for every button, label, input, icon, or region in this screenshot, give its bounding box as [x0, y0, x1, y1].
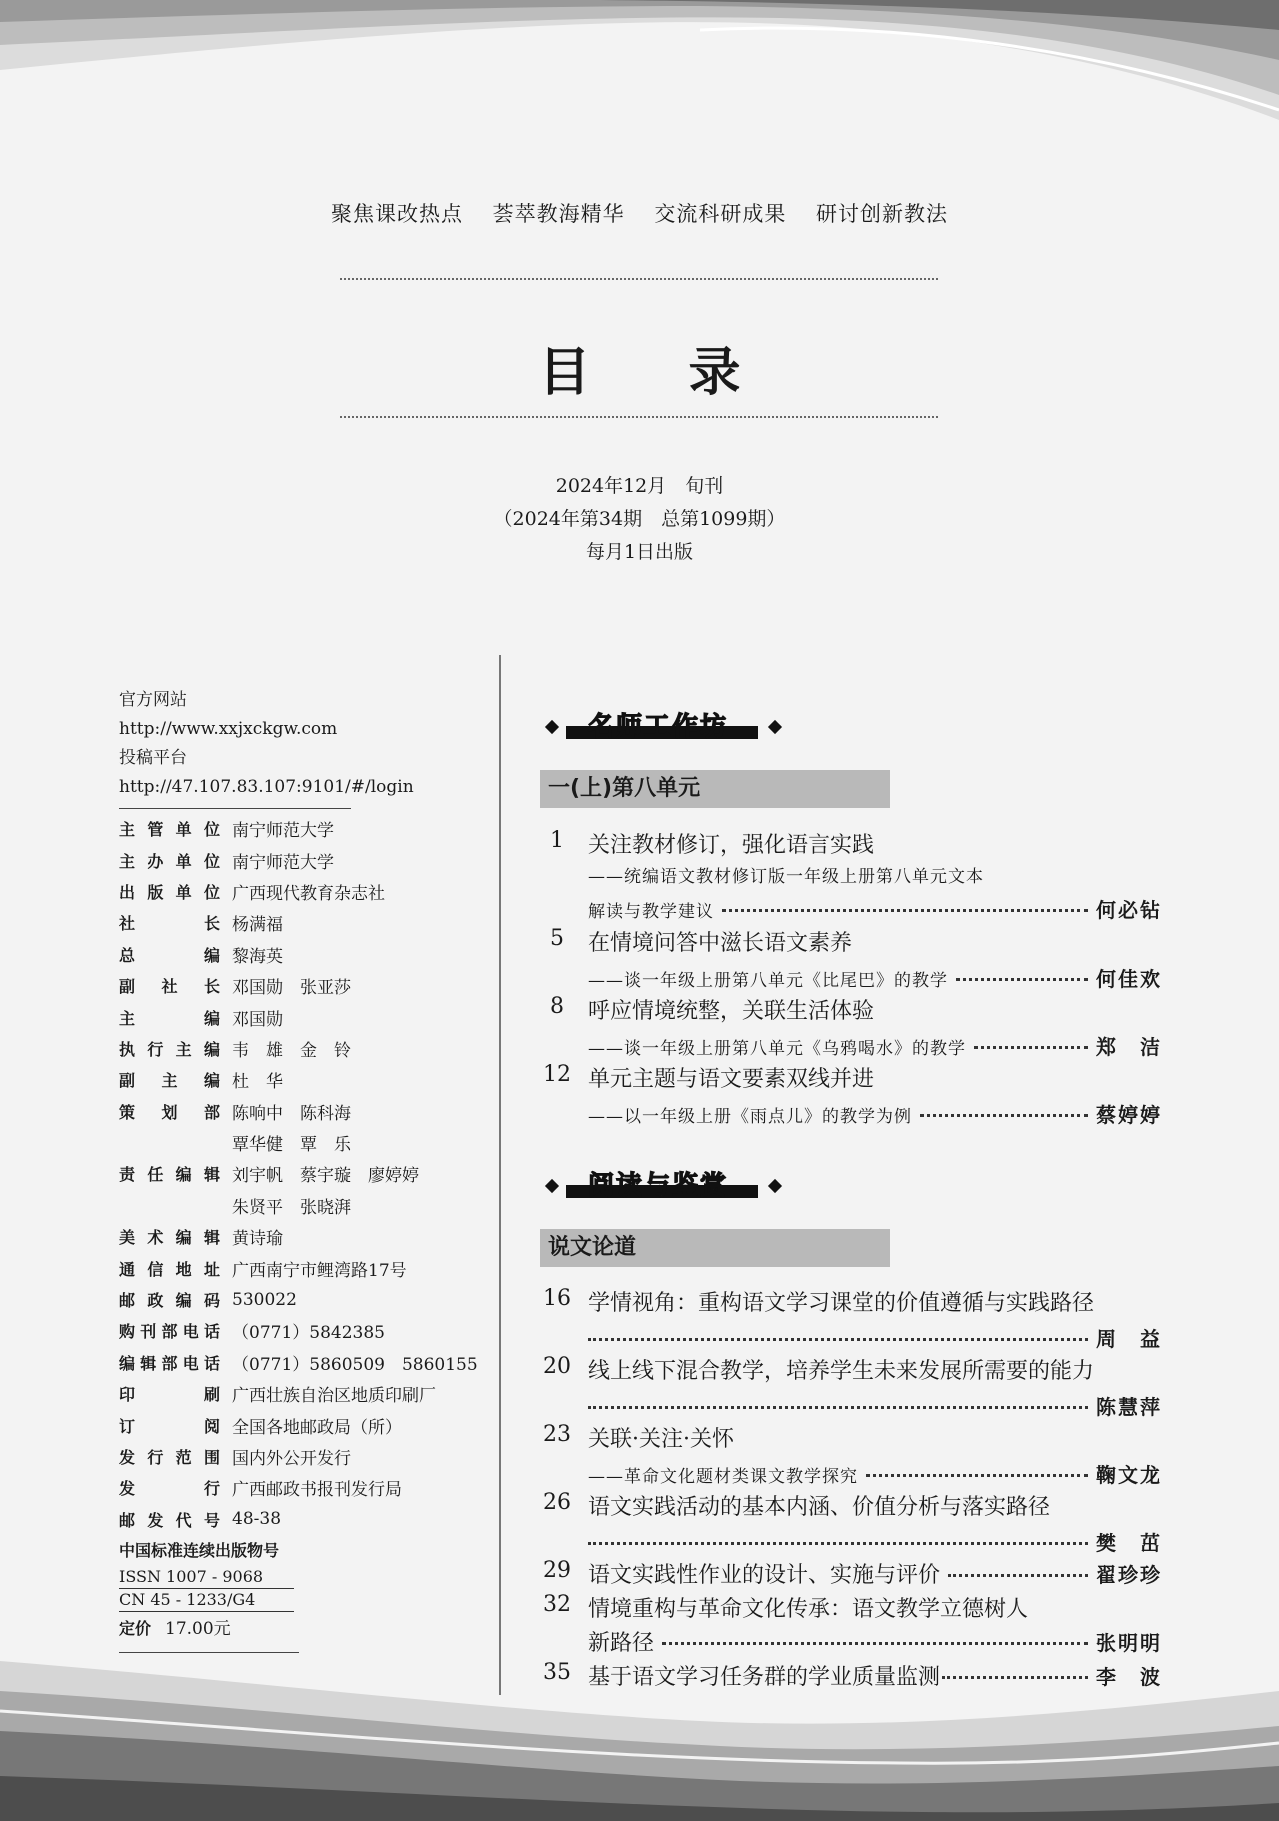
- masthead-row: [119, 1504, 479, 1535]
- submit-label: 投稿平台: [119, 748, 187, 768]
- entry-author: 何必钻: [1096, 898, 1162, 922]
- masthead-value: 南宁师范大学: [232, 821, 334, 842]
- entry-title: 基于语文学习任务群的学业质量监测: [588, 1665, 941, 1690]
- entry-page: 8: [550, 994, 564, 1019]
- entry-page: 1: [550, 828, 564, 853]
- masthead-value: 国内外公开发行: [232, 1449, 351, 1469]
- masthead-key: 社 长: [119, 914, 220, 934]
- masthead-key: 发 行 范 围: [119, 1448, 220, 1467]
- masthead-key: 邮 发 代 号: [119, 1510, 220, 1530]
- issue-date: 2024年12月 旬刊: [555, 475, 724, 497]
- masthead-row: [119, 1252, 479, 1283]
- entry-page: 12: [543, 1062, 571, 1087]
- masthead-value: 广西南宁市鲤湾路17号: [232, 1260, 407, 1281]
- masthead-key: 执 行 主 编: [119, 1039, 220, 1059]
- masthead-value: 杜 华: [232, 1072, 283, 1093]
- masthead-row: [119, 1001, 479, 1032]
- slogan-3: 交流科研成果: [654, 202, 787, 226]
- entry-title: 关注教材修订，强化语言实践: [588, 833, 875, 858]
- masthead-value: 邓国勋 张亚莎: [232, 978, 351, 999]
- entry-author: 李 波: [1096, 1665, 1162, 1689]
- entry-author: 周 益: [1096, 1327, 1162, 1351]
- masthead-value: （0771）5860509 5860155: [232, 1354, 478, 1375]
- section-header-1: [540, 708, 840, 748]
- top-wave-decoration: [0, 0, 1279, 140]
- masthead-key: 通 信 地 址: [119, 1259, 220, 1279]
- masthead-row: [119, 970, 479, 1001]
- issn: ISSN 1007 - 9068: [119, 1566, 294, 1589]
- entry-page: 35: [543, 1660, 571, 1685]
- masthead-row: [119, 907, 479, 938]
- entry-title: 情境重构与革命文化传承：语文教学立德树人: [588, 1597, 1029, 1622]
- masthead-value: 530022: [232, 1289, 297, 1310]
- masthead-value: 黎海英: [232, 946, 283, 967]
- entry-page: 32: [543, 1592, 571, 1617]
- section-header-2-label: 阅读与鉴赏: [588, 1171, 729, 1201]
- entry-subtitle: ——以一年级上册《雨点儿》的教学为例: [588, 1107, 912, 1127]
- entry-author: 翟珍珍: [1096, 1563, 1162, 1587]
- entry-author: 何佳欢: [1096, 967, 1162, 991]
- entry-page: 5: [550, 926, 564, 951]
- masthead-row: [119, 1033, 479, 1064]
- masthead-value: 48-38: [232, 1509, 282, 1530]
- masthead-row: [119, 1378, 479, 1409]
- issue-number: （2024年第34期 总第1099期）: [493, 508, 786, 530]
- divider-top: [340, 278, 938, 280]
- masthead-row: [119, 876, 479, 907]
- cn-number: CN 45 - 1233/G4: [119, 1589, 294, 1612]
- entry-title: 关联·关注·关怀: [588, 1427, 734, 1452]
- subsection-2: 说文论道: [540, 1229, 890, 1267]
- entry-title: 呼应情境统整，关联生活体验: [588, 999, 875, 1024]
- entry-page: 26: [543, 1490, 571, 1515]
- masthead-key: 购 刊 部 电 话: [119, 1322, 220, 1342]
- masthead-row: [119, 1347, 479, 1378]
- issn-block: [119, 1566, 479, 1612]
- masthead-row: [119, 1064, 479, 1095]
- masthead-key: 副 主 编: [119, 1071, 220, 1091]
- masthead-key: 出 版 单 位: [119, 882, 220, 902]
- entry-author: 郑 洁: [1096, 1035, 1162, 1059]
- masthead-row: [119, 1096, 479, 1127]
- price-row: [119, 1612, 479, 1646]
- masthead-key: 印 刷: [119, 1385, 220, 1405]
- masthead-key: 策 划 部: [119, 1102, 220, 1122]
- masthead-value: 南宁师范大学: [232, 852, 334, 873]
- masthead-key: 美 术 编 辑: [119, 1228, 220, 1248]
- masthead-value: 全国各地邮政局（所）: [232, 1417, 402, 1438]
- masthead-key: 副 社 长: [119, 977, 220, 997]
- masthead-value: 刘宇帆 蔡宇璇 廖婷婷: [232, 1166, 419, 1187]
- masthead-value: 陈响中 陈科海: [232, 1103, 351, 1124]
- masthead-key: 主 编: [119, 1008, 220, 1028]
- masthead-row: [119, 1127, 479, 1158]
- entry-page: 29: [543, 1558, 571, 1583]
- standard-number-title: 中国标准连续出版物号: [119, 1540, 280, 1560]
- masthead-value: 韦 雄 金 铃: [232, 1040, 351, 1061]
- entry-page: 23: [543, 1422, 571, 1447]
- masthead-value: （0771）5842385: [232, 1323, 385, 1344]
- masthead-row: [119, 1284, 479, 1315]
- publish-schedule: 每月1日出版: [585, 541, 694, 563]
- column-divider: [499, 655, 501, 1695]
- entry-title: 在情境问答中滋长语文素养: [588, 931, 853, 956]
- entry-title: 线上线下混合教学，培养学生未来发展所需要的能力: [588, 1359, 1095, 1384]
- masthead-value: 杨满福: [232, 915, 283, 936]
- masthead-key: 责 任 编 辑: [119, 1165, 220, 1185]
- entry-subtitle: ——统编语文教材修订版一年级上册第八单元文本: [588, 867, 984, 887]
- entry-author: 张明明: [1096, 1631, 1162, 1655]
- masthead-row: [119, 844, 479, 875]
- entry-author: 樊 茁: [1096, 1531, 1162, 1555]
- entry-subtitle: ——革命文化题材类课文教学探究: [588, 1467, 858, 1487]
- issue-info: [0, 470, 1279, 569]
- masthead-value: 广西现代教育杂志社: [232, 883, 385, 904]
- masthead-value: 广西邮政书报刊发行局: [232, 1480, 402, 1501]
- entry-subtitle: ——谈一年级上册第八单元《乌鸦喝水》的教学: [588, 1039, 966, 1059]
- price-label: 定价: [119, 1618, 152, 1638]
- entry-title: 语文实践性作业的设计、实施与评价: [588, 1563, 941, 1588]
- masthead-row: [119, 1472, 479, 1503]
- section-header-2: [540, 1167, 840, 1207]
- masthead-value: 朱贤平 张晓湃: [232, 1197, 351, 1218]
- slogan-row: [0, 198, 1279, 228]
- masthead-key: 发 行: [119, 1479, 220, 1499]
- entry-title: 单元主题与语文要素双线并进: [588, 1067, 875, 1092]
- entry-author: 蔡婷婷: [1096, 1103, 1162, 1127]
- masthead-value: 黄诗瑜: [232, 1229, 283, 1250]
- masthead-row: [119, 1441, 479, 1472]
- masthead-key: 订 阅: [119, 1416, 220, 1436]
- masthead-key: 主 管 单 位: [119, 820, 220, 840]
- price-value: 17.00元: [165, 1618, 231, 1639]
- section-header-1-label: 名师工作坊: [588, 712, 729, 742]
- masthead-row: [119, 1190, 479, 1221]
- subsection-1: 一(上)第八单元: [540, 770, 890, 808]
- slogan-1: 聚焦课改热点: [330, 202, 463, 226]
- entry-title: 语文实践活动的基本内涵、价值分析与落实路径: [588, 1495, 1051, 1520]
- website-label: 官方网站: [119, 690, 187, 710]
- slogan-2: 荟萃教海精华: [492, 202, 625, 226]
- masthead-row: [119, 939, 479, 970]
- website-url[interactable]: http://www.xxjxckgw.com: [119, 719, 338, 739]
- masthead-row: [119, 1315, 479, 1346]
- submit-url[interactable]: http://47.107.83.107:9101/#/login: [119, 777, 414, 797]
- entry-title-cont: 新路径: [588, 1631, 655, 1656]
- masthead-key: 编 辑 部 电 话: [119, 1353, 220, 1373]
- masthead-row: [119, 813, 479, 844]
- masthead-value: 广西壮族自治区地质印刷厂: [232, 1386, 436, 1407]
- entry-page: 16: [543, 1286, 571, 1311]
- entry-subtitle: ——谈一年级上册第八单元《比尾巴》的教学: [588, 971, 948, 991]
- price-separator: [119, 1652, 299, 1653]
- entry-title: 学情视角：重构语文学习课堂的价值遵循与实践路径: [588, 1291, 1095, 1316]
- masthead-row: [119, 1221, 479, 1252]
- masthead-row: [119, 1158, 479, 1189]
- masthead-separator: [119, 808, 351, 809]
- page-title: 目 录: [538, 343, 781, 403]
- entry-author: 鞠文龙: [1096, 1463, 1162, 1487]
- masthead-value: 邓国勋: [232, 1009, 283, 1030]
- entry-subtitle-cont: 解读与教学建议: [588, 902, 714, 922]
- entry-page: 20: [543, 1354, 571, 1379]
- masthead-key: 邮 政 编 码: [119, 1291, 220, 1311]
- masthead-key: 总 编: [119, 945, 220, 965]
- divider-bottom: [340, 416, 938, 418]
- masthead-row: [119, 1409, 479, 1440]
- masthead-info-list: [119, 813, 479, 1535]
- masthead-value: 覃华健 覃 乐: [232, 1135, 351, 1156]
- entry-author: 陈慧萍: [1096, 1395, 1162, 1419]
- masthead: [119, 686, 479, 1657]
- slogan-4: 研讨创新教法: [816, 202, 949, 226]
- masthead-key: 主 办 单 位: [119, 851, 220, 871]
